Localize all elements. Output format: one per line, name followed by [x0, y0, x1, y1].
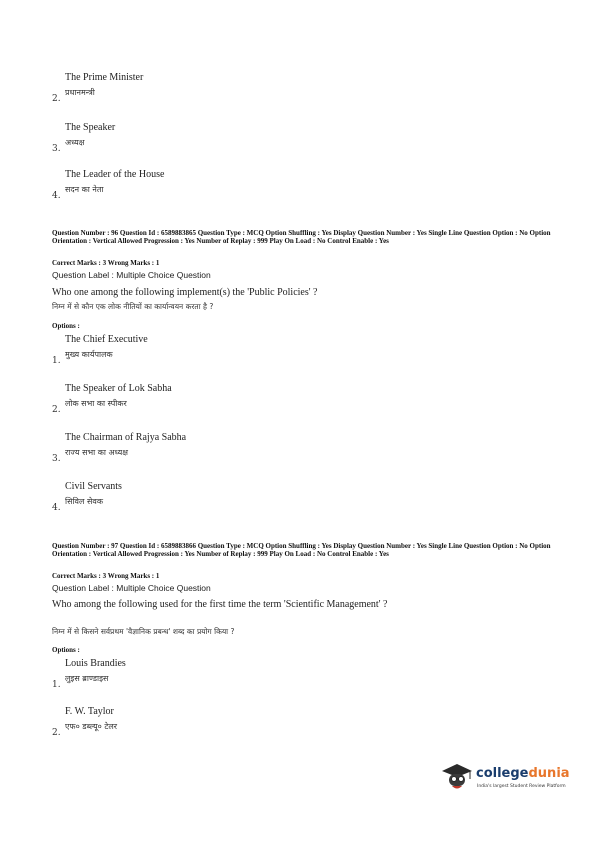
- question-97-text-hi: निम्न में से किसने सर्वप्रथम 'वैज्ञानिक प्रबन्ध' शब्द का प्रयोग किया ?: [52, 627, 235, 636]
- option-text-hi: अध्यक्ष: [65, 138, 85, 147]
- option-text-en: The Speaker: [65, 122, 116, 133]
- question-97-marks: Correct Marks : 3 Wrong Marks : 1: [52, 572, 160, 580]
- option-text-en: Civil Servants: [65, 481, 122, 492]
- question-96-label: Question Label : Multiple Choice Question: [52, 270, 211, 280]
- option-text-hi: राज्य सभा का अध्यक्ष: [65, 448, 129, 457]
- option-text-en: The Chairman of Rajya Sabha: [65, 432, 187, 443]
- option-number: 2.: [52, 405, 61, 415]
- option-text-hi: लुइस ब्राण्डाइस: [65, 674, 109, 683]
- option-text-hi: एफ० डब्ल्यू० टेलर: [65, 722, 118, 731]
- option-text-hi: मुख्य कार्यपालक: [65, 350, 113, 359]
- option-text-en: F. W. Taylor: [65, 706, 114, 717]
- option-text-en: The Chief Executive: [65, 334, 148, 345]
- option-number: 1.: [52, 680, 61, 690]
- collegedunia-logo: [440, 760, 580, 800]
- question-97-text: Who among the following used for the first time the term 'Scientific Management' ?: [52, 599, 388, 610]
- option-number: 1.: [52, 356, 61, 366]
- option-text-hi: लोक सभा का स्पीकर: [65, 399, 127, 408]
- option-number: 2.: [52, 728, 61, 738]
- brand-name: [476, 766, 570, 781]
- option-text-hi: सिविल सेवक: [65, 497, 103, 506]
- option-number: 4.: [52, 191, 61, 201]
- brand-main: college: [476, 766, 529, 781]
- option-number: 4.: [52, 503, 61, 513]
- option-text-en: The Leader of the House: [65, 169, 165, 180]
- question-97-label: Question Label : Multiple Choice Question: [52, 583, 211, 593]
- question-97-options-label: Options :: [52, 646, 80, 654]
- option-number: 2.: [52, 94, 61, 104]
- option-number: 3.: [52, 144, 61, 154]
- option-text-hi: प्रधानमन्त्री: [65, 88, 95, 97]
- question-97-meta: Question Number : 97 Question Id : 6589883866 Question Type : MCQ Option Shuffling : Yes Display Question Number : Yes Single Line Question Option : No Option Orientation : Vertical Allowed Progression : Yes Number of Replay : 999 Play On Load : No Control Enable : Yes: [52, 542, 551, 558]
- option-text-hi: सदन का नेता: [65, 185, 104, 194]
- option-number: 3.: [52, 454, 61, 464]
- option-text-en: The Prime Minister: [65, 72, 144, 83]
- question-96-text: Who one among the following implement(s) the 'Public Policies' ?: [52, 287, 318, 298]
- option-text-en: Louis Brandies: [65, 658, 126, 669]
- question-96-meta: Question Number : 96 Question Id : 6589883865 Question Type : MCQ Option Shuffling : Yes Display Question Number : Yes Single Line Question Option : No Option Orientation : Vertical Allowed Progression : Yes Number of Replay : 999 Play On Load : No Control Enable : Yes: [52, 229, 551, 245]
- option-text-en: The Speaker of Lok Sabha: [65, 383, 172, 394]
- question-96-text-hi: निम्न में से कौन एक लोक नीतियों का कार्यान्वयन करता है ?: [52, 302, 214, 311]
- graduate-mascot-icon: [440, 762, 474, 792]
- brand-accent: dunia: [528, 766, 570, 781]
- question-96-options-label: Options :: [52, 322, 80, 330]
- brand-tagline: India's largest Student Review Platform: [477, 784, 566, 789]
- question-96-marks: Correct Marks : 3 Wrong Marks : 1: [52, 259, 160, 267]
